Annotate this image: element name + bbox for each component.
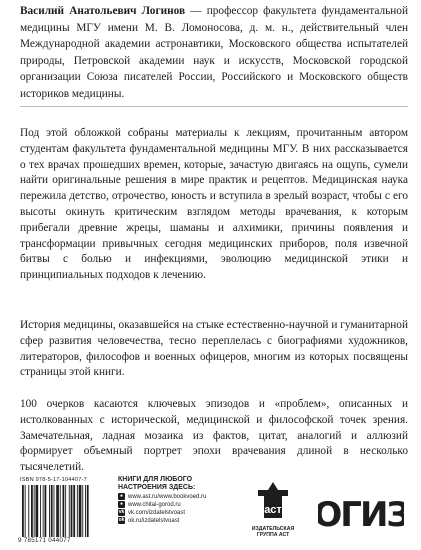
link-text: www.chitai-gorod.ru xyxy=(128,501,181,508)
globe-icon: ● xyxy=(119,501,124,508)
annotation-paragraph-3: 100 очерков касаются ключевых эпизодов и «проблем», описанных и истолкованных с исторической, медицинской и философской точек зрения. Замечательная, ладная мозаика из фактов, цитат, аналогий и аллюзий формирует объемный портрет эпохи врачевания длиной в несколько тысячелетий. xyxy=(20,398,408,474)
link-item[interactable] xyxy=(118,509,238,517)
bookstore-heading: КНИГИ ДЛЯ ЛЮБОГО НАСТРОЕНИЯ ЗДЕСЬ: xyxy=(118,476,196,492)
section-divider xyxy=(20,106,408,107)
author-bio xyxy=(20,3,408,103)
ast-logo-text: аст xyxy=(264,504,282,516)
link-text: www.ast.ru/www.bookvoed.ru xyxy=(128,493,207,500)
link-item[interactable] xyxy=(118,493,238,501)
ok-icon: ok xyxy=(118,517,125,524)
annotation-paragraph-2: История медицины, оказавшейся на стыке естественно-научной и гуманитарной сфер развития человечества, тесно переплелась с биографиями художников, литераторов, философов и военных офицеров, многим из которых посвящены страницы этой книги. xyxy=(20,319,408,379)
author-description: — профессор факультета фундаментальной медицины МГУ имени М. В. Ломоносова, д. м. н., действительный член Международной академии астронавтики, Московского общества испытателей природы, Петровской академии наук и искусств, Московской городской организации Союза писателей России, Российского и Московского обществ историков медицины. xyxy=(20,5,408,100)
link-list xyxy=(118,493,238,525)
barcode xyxy=(20,485,108,537)
publisher-caption: ИЗДАТЕЛЬСКАЯ ГРУППА АСТ xyxy=(251,526,295,539)
ast-logo-mark xyxy=(248,480,298,524)
annotation-paragraph-1: Под этой обложкой собраны материалы к лекциям, прочитанным автором студентам факультета фундаментальной медицины МГУ. В них рассказывается о тех врачах прошедших времен, которые, зачастую двигаясь на ощупь, сумели найти оригинальные решения в мире практик и рецептов. Медицинская наука пережила детство, отрочество, юность и вступила в зрелый возраст, чтобы с его высоты окинуть критическим взглядом методы врачевания, к которым прибегали древние жрецы, шаманы и алхимики, причины появления и трансформации привычных сегодня медицинских приборов, поля извечной битвы с болью и инфекциями, эволюцию медицинской этики и принципиальных подходов к лечению. xyxy=(20,127,408,282)
ogiz-imprint-logo xyxy=(318,490,404,532)
isbn-number: ISBN 978-5-17-104407-7 xyxy=(20,477,87,483)
ogiz-logo-text: ОГИЗ xyxy=(318,495,404,532)
ast-publisher-logo xyxy=(248,480,298,546)
link-text: ok.ru/izdatelstvoast xyxy=(128,517,180,524)
vk-icon: vk xyxy=(118,509,125,516)
barcode-digits: 9 785171 044077 xyxy=(18,537,71,544)
author-name: Василий Анатольевич Логинов xyxy=(20,5,186,17)
link-item[interactable] xyxy=(118,517,238,525)
ogiz-logo-mark xyxy=(318,490,404,532)
isbn-barcode-block xyxy=(16,477,112,547)
link-item[interactable] xyxy=(118,501,238,509)
bookstore-links-block xyxy=(118,476,238,525)
globe-icon: ● xyxy=(119,493,124,500)
link-text: vk.com/izdatelstvoast xyxy=(128,509,186,516)
